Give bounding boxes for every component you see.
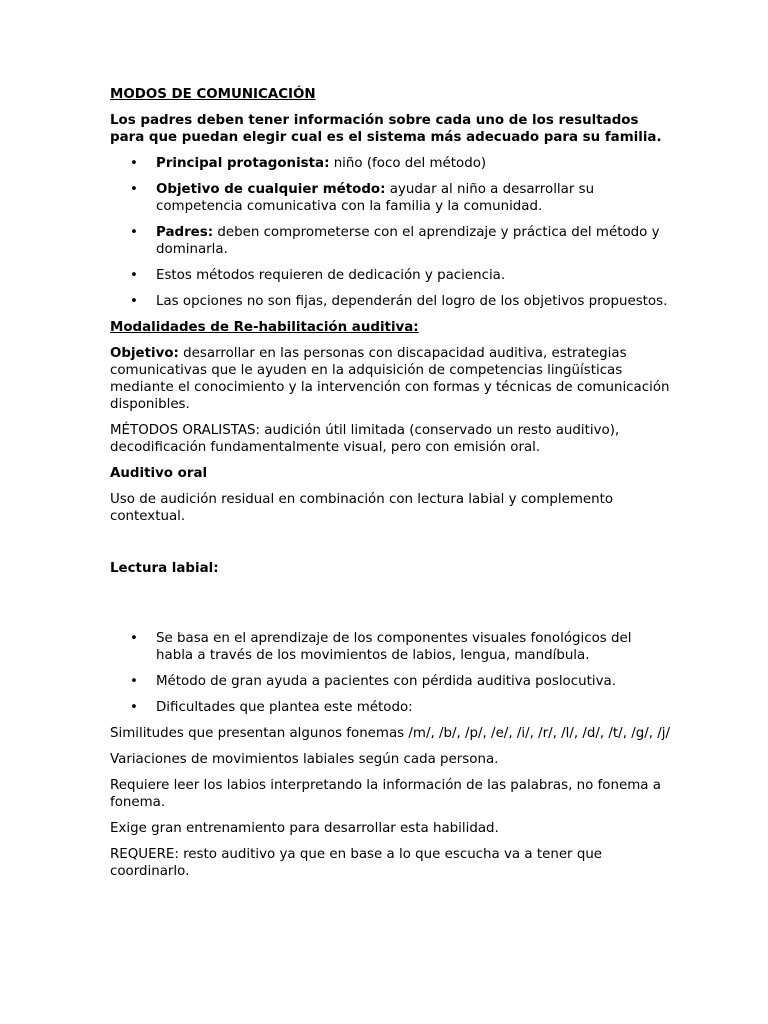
list-item-text: Estos métodos requieren de dedicación y paciencia. xyxy=(156,268,506,283)
bullet-icon: • xyxy=(130,631,138,646)
similitudes-paragraph: Similitudes que presentan algunos fonemas /m/, /b/, /p/, /e/, /i/, /r/, /l/, /d/, /t/, /g/, /j/ xyxy=(110,726,670,741)
auditivo-paragraph: Uso de audición residual en combinación con lectura labial y complemento contextual. xyxy=(110,492,614,524)
list-item-label: Objetivo de cualquier método: xyxy=(156,182,386,197)
lectura-heading: Lectura labial: xyxy=(110,561,219,576)
list-item xyxy=(110,224,670,258)
spacer xyxy=(110,534,670,560)
list-item xyxy=(110,630,670,664)
variaciones-paragraph: Variaciones de movimientos labiales según cada persona. xyxy=(110,752,499,767)
intro-paragraph: Los padres deben tener información sobre cada uno de los resultados para que puedan elegir cual es el sistema más adecuado para su familia. xyxy=(110,113,662,145)
list-item-text: Las opciones no son fijas, dependerán del logro de los objetivos propuestos. xyxy=(156,294,668,309)
list-item xyxy=(110,699,670,716)
section-heading: Modalidades de Re-habilitación auditiva: xyxy=(110,320,419,335)
requere-paragraph: REQUERE: resto auditivo ya que en base a lo que escucha va a tener que coordinarlo. xyxy=(110,847,603,879)
document-title: MODOS DE COMUNICACIÓN xyxy=(110,87,316,102)
list-item-text: Método de gran ayuda a pacientes con pérdida auditiva poslocutiva. xyxy=(156,674,616,689)
bullet-list-2 xyxy=(110,630,670,716)
list-item-text: ayudar al niño a desarrollar su competencia comunicativa con la familia y la comunidad. xyxy=(156,182,595,214)
exige-paragraph: Exige gran entrenamiento para desarrollar esta habilidad. xyxy=(110,821,499,836)
list-item-label: Padres: xyxy=(156,225,214,240)
list-item-text: deben comprometerse con el aprendizaje y práctica del método y dominarla. xyxy=(156,225,660,257)
bullet-icon: • xyxy=(130,225,138,240)
document-page xyxy=(110,86,670,889)
requiere-paragraph: Requiere leer los labios interpretando la información de las palabras, no fonema a fonema. xyxy=(110,778,661,810)
list-item-text: niño (foco del método) xyxy=(329,156,487,171)
bullet-icon: • xyxy=(130,700,138,715)
list-item xyxy=(110,673,670,690)
bullet-icon: • xyxy=(130,156,138,171)
list-item xyxy=(110,155,670,172)
oralist-paragraph: MÉTODOS ORALISTAS: audición útil limitada (conservado un resto auditivo), decodificación fundamentalmente visual, pero con emisión oral. xyxy=(110,423,620,455)
list-item xyxy=(110,293,670,310)
list-item-text: Dificultades que plantea este método: xyxy=(156,700,413,715)
bullet-icon: • xyxy=(130,294,138,309)
objective-text: desarrollar en las personas con discapacidad auditiva, estrategias comunicativas que le ayuden en la adquisición de competencias lingüísticas mediante el conocimiento y la intervención con formas y técnicas de comunicación disponibles. xyxy=(110,346,670,412)
list-item xyxy=(110,267,670,284)
bullet-icon: • xyxy=(130,674,138,689)
bullet-icon: • xyxy=(130,182,138,197)
list-item xyxy=(110,181,670,215)
bullet-list-1 xyxy=(110,155,670,310)
list-item-text: Se basa en el aprendizaje de los componentes visuales fonológicos del habla a través de los movimientos de labios, lengua, mandíbula. xyxy=(156,631,632,663)
objective-label: Objetivo: xyxy=(110,346,179,361)
auditivo-heading: Auditivo oral xyxy=(110,466,208,481)
objective-paragraph xyxy=(110,345,670,413)
bullet-icon: • xyxy=(130,268,138,283)
spacer xyxy=(110,586,670,630)
list-item-label: Principal protagonista: xyxy=(156,156,330,171)
